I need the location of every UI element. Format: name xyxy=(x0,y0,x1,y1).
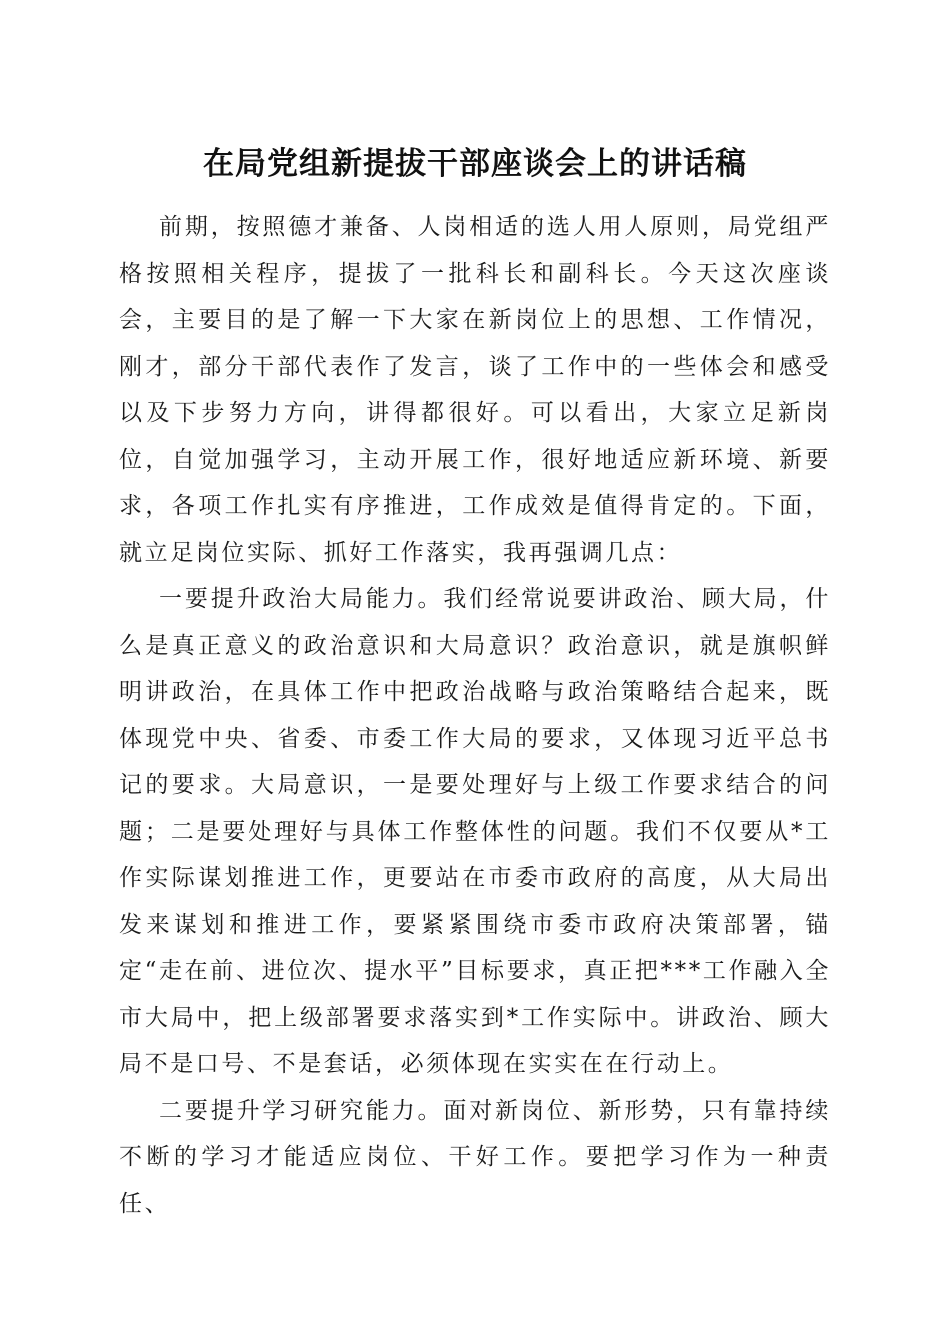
paragraph-point-two: 二要提升学习研究能力。面对新岗位、新形势，只有靠持续不断的学习才能适应岗位、干好工作。要把学习作为一种责任、 xyxy=(119,1097,831,1217)
paragraph-intro: 前期，按照德才兼备、人岗相适的选人用人原则，局党组严格按照相关程序，提拔了一批科长和副科长。今天这次座谈会，主要目的是了解一下大家在新岗位上的思想、工作情况，刚才，部分干部代表作了发言，谈了工作中的一些体会和感受以及下步努力方向，讲得都很好。可以看出，大家立足新岗位，自觉加强学习，主动开展工作，很好地适应新环境、新要求，各项工作扎实有序推进，工作成效是值得肯定的。下面，就立足岗位实际、抓好工作落实，我再强调几点： xyxy=(119,214,831,566)
document-title: 在局党组新提拔干部座谈会上的讲话稿 xyxy=(203,146,747,182)
paragraph-point-one: 一要提升政治大局能力。我们经常说要讲政治、顾大局，什么是真正意义的政治意识和大局意识？政治意识，就是旗帜鲜明讲政治，在具体工作中把政治战略与政治策略结合起来，既体现党中央、省委、市委工作大局的要求，又体现习近平总书记的要求。大局意识，一是要处理好与上级工作要求结合的问题；二是要处理好与具体工作整体性的问题。我们不仅要从*工作实际谋划推进工作，更要站在市委市政府的高度，从大局出发来谋划和推进工作，要紧紧围绕市委市政府决策部署，锚定“走在前、进位次、提水平”目标要求，真正把***工作融入全市大局中，把上级部署要求落实到*工作实际中。讲政治、顾大局不是口号、不是套话，必须体现在实实在在行动上。 xyxy=(119,586,831,1077)
document-body xyxy=(119,204,831,1227)
